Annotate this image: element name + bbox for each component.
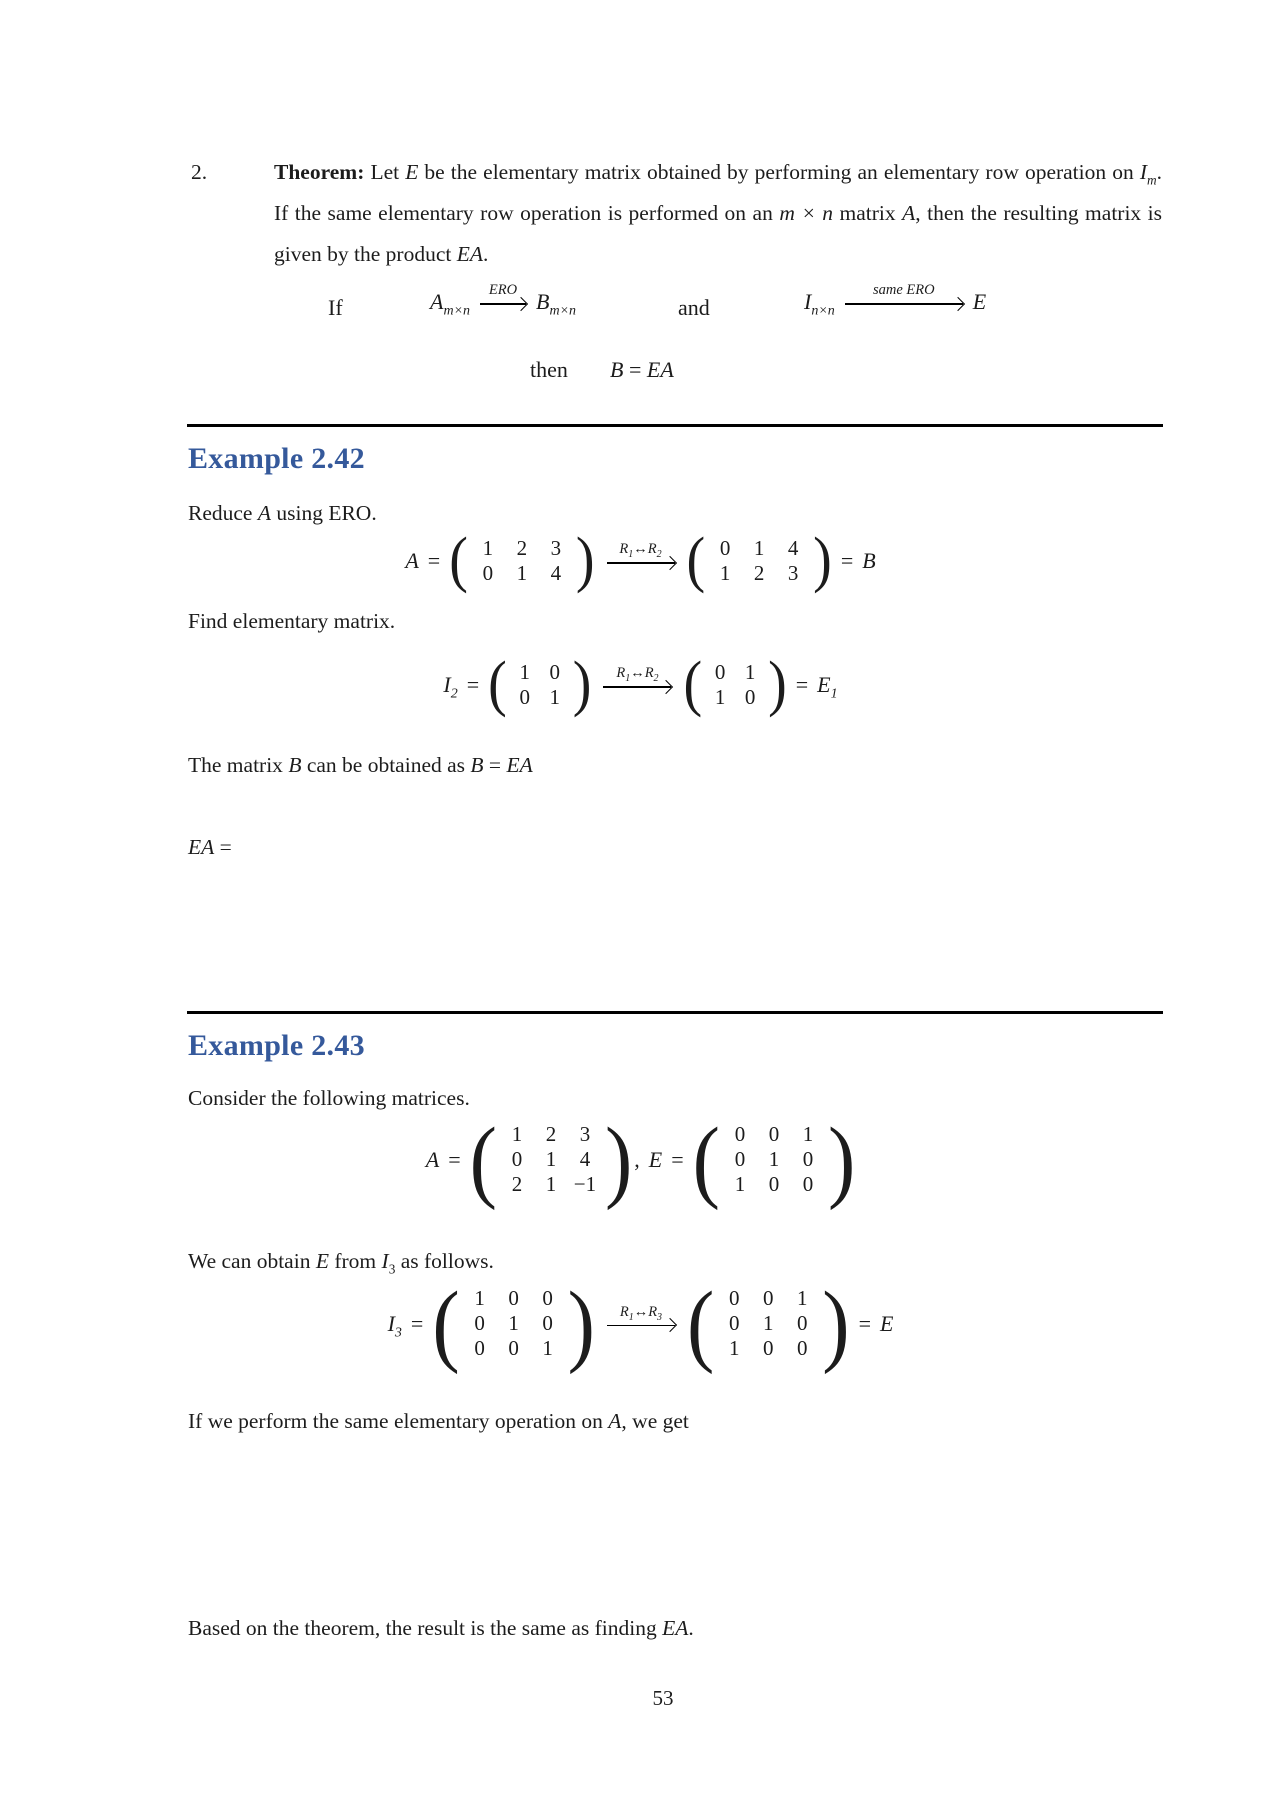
matrix-cell: 0 [508, 1286, 519, 1310]
matrix-cell: 0 [797, 1336, 808, 1360]
matrix-row [717, 1336, 819, 1361]
matrix-row [463, 1336, 565, 1361]
matrix-cell: 0 [542, 1286, 553, 1310]
matrix-row [463, 1311, 565, 1336]
matrix-cell: 1 [482, 536, 494, 560]
then-formula: B = EA [610, 357, 674, 382]
matrix-row [717, 1311, 819, 1336]
comma-separator: , [634, 1146, 640, 1172]
i2-symbol: $I_2$ [443, 672, 458, 702]
note-b-ea: The matrix B can be obtained as B = EA [188, 753, 533, 777]
example-2-42-heading: Example 2.42 [188, 442, 365, 475]
matrix-cell: 0 [511, 1147, 523, 1171]
matrix-cell: 1 [719, 561, 731, 585]
e-symbol: E [648, 1146, 663, 1172]
based-note: Based on the theorem, the result is the same as finding EA. [188, 1616, 694, 1640]
matrix-cell: 0 [549, 660, 561, 684]
matrix-row [705, 685, 765, 710]
row-swap-arrow: $R_1\leftrightarrow R_3$ [607, 1305, 675, 1327]
left-paren [687, 1284, 714, 1362]
section-rule-1 [187, 424, 1163, 427]
flow-a-to-b [430, 282, 577, 319]
matrix-row [510, 660, 570, 685]
if-row [188, 281, 1164, 335]
a-symbol: A [425, 1146, 440, 1172]
consider-instruction: Consider the following matrices. [188, 1086, 470, 1110]
right-paren [573, 658, 592, 711]
matrix-row [471, 561, 573, 586]
matrix-cell: 0 [797, 1311, 808, 1335]
matrix-b-symbol: $B_{m\times n}$ [536, 289, 577, 319]
matrix-i2 [488, 660, 591, 710]
right-paren [576, 534, 595, 587]
matrix-cell: 1 [542, 1336, 553, 1360]
matrix-cell: 2 [511, 1172, 523, 1196]
theorem-number: 2. [191, 160, 208, 184]
matrix-definitions: A = ( 1 2 3 0 1 4 2 1 −1 ) , E = ( 0 0 1 0 1 0 1 0 0 ) [188, 1122, 1093, 1197]
matrix-cell: 0 [508, 1336, 519, 1360]
same-ero-arrow: same ERO [845, 283, 963, 305]
matrix-cell: 4 [579, 1147, 591, 1171]
matrix-cell: 0 [802, 1147, 814, 1171]
left-paren [449, 534, 468, 587]
e1-symbol: $E_1$ [817, 672, 838, 702]
matrix-cell: 0 [714, 660, 726, 684]
matrix-cell: 4 [550, 561, 562, 585]
matrix-row [717, 1286, 819, 1311]
and-label: and [678, 295, 710, 320]
matrix-cell: 1 [519, 660, 531, 684]
matrix-a-symbol: $A_{m\times n}$ [430, 289, 471, 319]
identity-equation: $I_2$ = ( 1 0 0 1 ) $R_1\leftrightarrow R_2$ ( 0 1 1 0 ) = $E_1$ [188, 660, 1093, 710]
matrix-cell: 1 [511, 1122, 523, 1146]
matrix-cell: 4 [787, 536, 799, 560]
matrix-row [723, 1122, 825, 1147]
matrix-cell: 0 [474, 1311, 485, 1335]
matrix-cell: 0 [763, 1336, 774, 1360]
page-number: 53 [652, 1686, 674, 1710]
right-paren [813, 534, 832, 587]
arrow-shaft [607, 1325, 675, 1327]
matrix-cell: 1 [753, 536, 765, 560]
reduce-instruction: Reduce A using ERO. [188, 501, 377, 525]
left-paren [683, 658, 702, 711]
arrow-shaft [603, 686, 671, 688]
matrix-cell: 0 [542, 1311, 553, 1335]
matrix-row [708, 536, 810, 561]
matrix-cell: 0 [744, 685, 756, 709]
matrix-cell: 3 [550, 536, 562, 560]
matrix-cell: 0 [734, 1122, 746, 1146]
right-paren [605, 1120, 632, 1198]
arrow-shaft [480, 303, 526, 305]
matrix-cell: 0 [729, 1311, 740, 1335]
matrix-cell: 1 [729, 1336, 740, 1360]
matrix-cell: 1 [714, 685, 726, 709]
matrix-row [500, 1122, 602, 1147]
matrix-cell: 1 [797, 1286, 808, 1310]
obtain-instruction: We can obtain E from $I_3$ as follows. [188, 1249, 494, 1277]
rhs-symbol: B [862, 548, 876, 573]
matrix-cell: 0 [768, 1122, 780, 1146]
left-paren [687, 534, 706, 587]
matrix-row [500, 1147, 602, 1172]
matrix-cell: 0 [734, 1147, 746, 1171]
identity-symbol: $I_{n\times n}$ [804, 289, 835, 319]
matrix-e1-result [683, 660, 786, 710]
theorem-paragraph: Theorem: Let E be the elementary matrix obtained by performing an elementary row operation on $I_m$. If the same elementary row operation is performed on an m × n matrix A, then the resulting matrix is given by the product EA. [274, 160, 1162, 266]
matrix-cell: 1 [474, 1286, 485, 1310]
matrix-a-3x3 [470, 1122, 633, 1197]
matrix-cell: 1 [549, 685, 561, 709]
matrix-cell: 2 [516, 536, 528, 560]
lhs-symbol: A [405, 548, 419, 573]
matrix-row [723, 1147, 825, 1172]
matrix-cell: 1 [802, 1122, 814, 1146]
matrix-cell: 0 [482, 561, 494, 585]
left-paren [693, 1120, 720, 1198]
theorem-item [188, 152, 1164, 275]
matrix-cell: 2 [545, 1122, 557, 1146]
matrix-row [463, 1286, 565, 1311]
arrow-shaft [607, 562, 675, 564]
perform-instruction: If we perform the same elementary operation on A, we get [188, 1409, 689, 1433]
right-paren [822, 1284, 849, 1362]
matrix-row [705, 660, 765, 685]
i3-symbol: $I_3$ [387, 1310, 402, 1340]
matrix-cell: 3 [579, 1122, 591, 1146]
matrix-row [723, 1172, 825, 1197]
matrix-cell: 1 [744, 660, 756, 684]
matrix-cell: 0 [802, 1172, 814, 1196]
matrix-cell: 1 [763, 1311, 774, 1335]
matrix-cell: 1 [734, 1172, 746, 1196]
matrix-row [708, 561, 810, 586]
matrix-i3 [432, 1286, 595, 1361]
matrix-e-symbol: E [972, 289, 987, 314]
example-2-43-heading: Example 2.43 [188, 1029, 365, 1062]
row-swap-arrow: $R_1\leftrightarrow R_2$ [603, 666, 671, 688]
right-paren [768, 658, 787, 711]
then-row [188, 357, 1164, 387]
matrix-cell: 1 [516, 561, 528, 585]
matrix-row [510, 685, 570, 710]
left-paren [470, 1120, 497, 1198]
arrow-shaft [845, 303, 963, 305]
matrix-cell: 0 [474, 1336, 485, 1360]
left-paren [488, 658, 507, 711]
ero-arrow: ERO [480, 283, 526, 305]
e-result-symbol: E [879, 1310, 894, 1336]
matrix-cell: 2 [753, 561, 765, 585]
matrix-row [500, 1172, 602, 1197]
reduction-equation: A = ( 1 2 3 0 1 4 ) $R_1\leftrightarrow R_2$ ( 0 1 4 1 2 3 ) = B [188, 536, 1093, 586]
matrix-cell: 3 [787, 561, 799, 585]
matrix-cell: 1 [545, 1172, 557, 1196]
find-instruction: Find elementary matrix. [188, 609, 396, 633]
matrix-cell: −1 [573, 1172, 597, 1196]
matrix-a [449, 536, 594, 586]
matrix-cell: 1 [545, 1147, 557, 1171]
left-paren [432, 1284, 459, 1362]
row-swap-arrow: $R_1\leftrightarrow R_2$ [607, 542, 675, 564]
matrix-cell: 1 [768, 1147, 780, 1171]
flow-i-to-e [804, 282, 987, 319]
section-rule-2 [187, 1011, 1163, 1014]
matrix-cell: 0 [729, 1286, 740, 1310]
then-label: then [530, 357, 568, 382]
matrix-e-result [687, 1286, 850, 1361]
matrix-b [687, 536, 832, 586]
matrix-cell: 0 [519, 685, 531, 709]
matrix-cell: 0 [719, 536, 731, 560]
matrix-cell: 0 [763, 1286, 774, 1310]
right-paren [828, 1120, 855, 1198]
ea-equals: EA = [188, 835, 232, 859]
matrix-row [471, 536, 573, 561]
if-label: If [328, 295, 343, 320]
right-paren [568, 1284, 595, 1362]
matrix-cell: 0 [768, 1172, 780, 1196]
i3-equation: $I_3$ = ( 1 0 0 0 1 0 0 0 1 ) $R_1\leftrightarrow R_3$ ( 0 0 1 0 1 0 1 0 0 ) = E [188, 1286, 1093, 1361]
matrix-e-3x3 [693, 1122, 856, 1197]
matrix-cell: 1 [508, 1311, 519, 1335]
